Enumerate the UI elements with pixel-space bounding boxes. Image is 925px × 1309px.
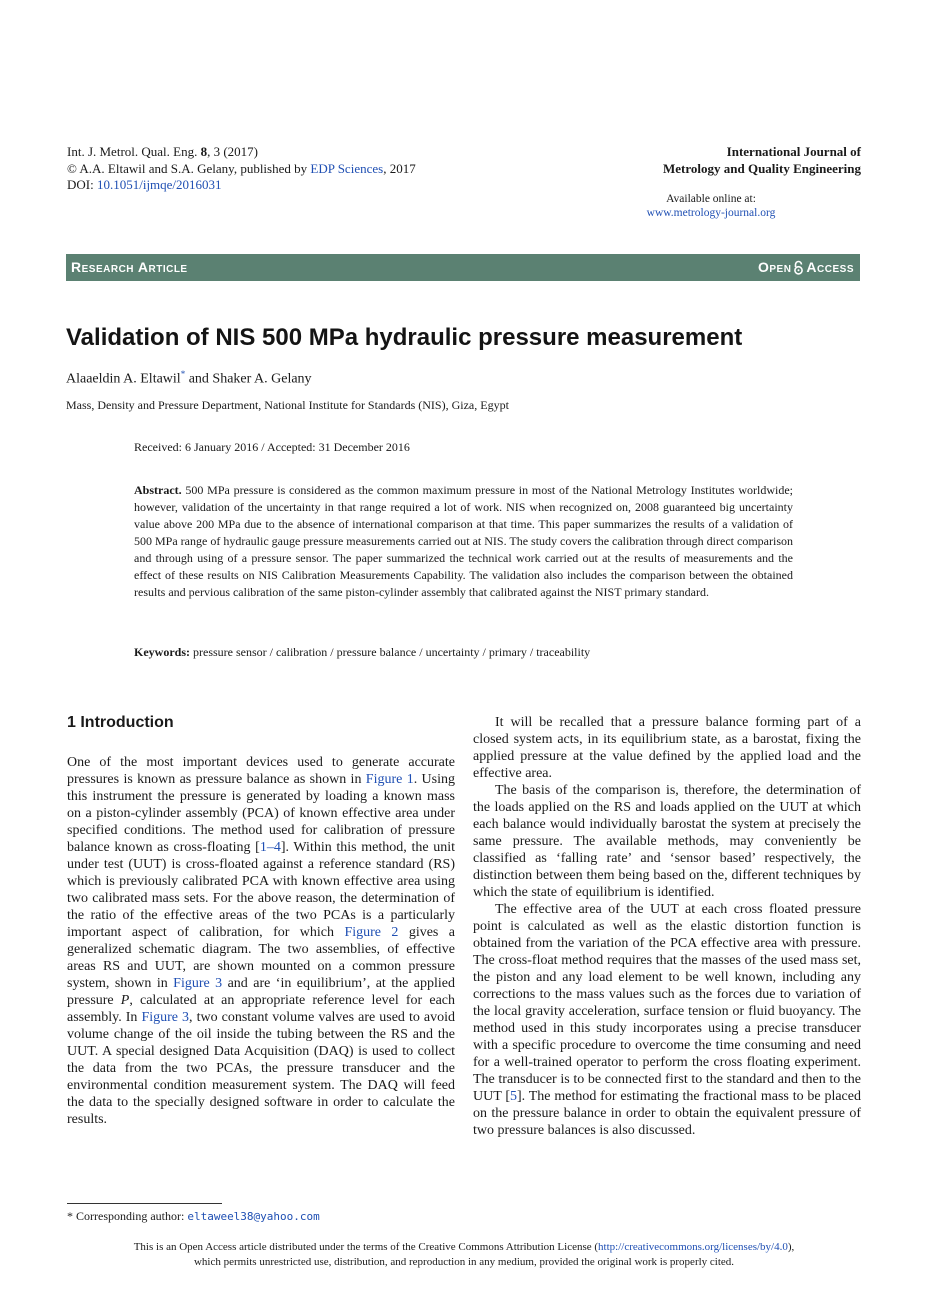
right-column: [473, 714, 861, 1139]
author-list: Alaaeldin A. Eltawil* and Shaker A. Gelany: [66, 369, 312, 387]
journal-name: International Journal of Metrology and Quality Engineering: [662, 144, 861, 176]
footnote: * Corresponding author: eltaweel38@yahoo.com: [67, 1209, 320, 1223]
article-title: Validation of NIS 500 MPa hydraulic pressure measurement: [66, 324, 743, 351]
left-column: [67, 754, 455, 1128]
paragraph: One of the most important devices used to generate accurate pressures is known as pressure balance as shown in Figure 1. Using this instrument the pressure is generated by loading a known mass on a piston-cylinder assembly (PCA) of known effective area under specified conditions. The method used for calibration of pressure balance known as cross-floating [1–4]. Within this method, the unit under test (UUT) is cross-floated against a reference standard (RS) which is previously calibrated PCA with known effective area using two calibrated mass sets. For the above reason, the determination of the ratio of the effective areas of the two PCAs is a particularly important aspect of calibration, for which Figure 2 gives a generalized schematic diagram. The two assemblies, of effective areas RS and UUT, are shown mounted on a common pressure system, shown in Figure 3 and are ‘in equilibrium’, at the applied pressure P, calculated at an appropriate reference level for each assembly. In Figure 3, two constant volume valves are used to avoid volume change of the oil inside the tubing between the RS and the UUT. A special designed Data Acquisition (DAQ) is used to collect the data from the two PCAs, the pressure transducer and the environmental condition measurement system. The DAQ will feed the data to the specially designed software in order to calculate the results.: [67, 755, 455, 1127]
reference-link[interactable]: 5: [510, 1089, 518, 1104]
open-lock-icon: [793, 260, 804, 275]
doi-line: DOI: 10.1051/ijmqe/2016031: [67, 177, 222, 192]
paragraph: The effective area of the UUT at each cross floated pressure point is calculated as well as the elastic distortion function is obtained from the variation of the PCA effective area with pressure. The cross-float method requires that the masses of the used mass set, the piston and any load element to be well known, including any corrections to the mass values such as the forces due to variation of the local gravity acceleration, surface tension or fluid buoyancy. The method used in this study incorporates using a precise transducer with a specific procedure to overcome the time consuming and need for a well-trained operator to perform the cross floating experiment. The transducer is to be connected first to the standard and then to the UUT [5]. The method for estimating the fractional mass to be placed on the pressure balance in order to obtain the equivalent pressure of two pressure balances is also discussed.: [473, 902, 861, 1138]
citation-block: [67, 144, 416, 194]
reference-link[interactable]: 1–4: [259, 840, 281, 855]
corresponding-mark[interactable]: *: [180, 369, 186, 379]
paragraph: It will be recalled that a pressure balance forming part of a closed system acts, in its equilibrium state, as a barostat, fixing the applied pressure at the value defined by the applied load and the effective area.: [473, 715, 861, 781]
figure-3-link[interactable]: Figure 3: [141, 1010, 190, 1025]
doi-link[interactable]: 10.1051/ijmqe/2016031: [96, 177, 222, 192]
availability: Available online at: www.metrology-journal.org: [646, 193, 776, 219]
received-accepted-dates: Received: 6 January 2016 / Accepted: 31 December 2016: [134, 440, 410, 454]
affiliation: Mass, Density and Pressure Department, National Institute for Standards (NIS), Giza, Egypt: [66, 398, 509, 412]
license-notice: This is an Open Access article distributed under the terms of the Creative Commons Attribution License (http://creativecommons.org/licenses/by/4.0), which permits unrestricted use, distribution, and reproduction in any medium, provided the original work is properly cited.: [133, 1241, 795, 1268]
footnote-rule: [67, 1203, 222, 1204]
paragraph: The basis of the comparison is, therefore, the determination of the loads applied on the RS and loads applied on the UUT at which each balance would individually barostat the system at precisely the same pressure. The available methods, may conveniently be classified as ‘falling rate’ and ‘sensor based’ respectively, the distinction between them being based on the, different techniques by which the state of equilibrium is identified.: [473, 783, 861, 900]
license-link[interactable]: http://creativecommons.org/licenses/by/4.0: [598, 1241, 788, 1253]
copyright-line: © A.A. Eltawil and S.A. Gelany, published by EDP Sciences, 2017: [67, 160, 416, 176]
publisher-link[interactable]: EDP Sciences: [310, 160, 384, 176]
author-email-link[interactable]: eltaweel38@yahoo.com: [187, 1210, 320, 1223]
figure-2-link[interactable]: Figure 2: [344, 925, 399, 940]
section-heading-introduction: 1 Introduction: [67, 714, 174, 731]
journal-url-link[interactable]: www.metrology-journal.org: [646, 207, 776, 219]
keywords: Keywords: pressure sensor / calibration / pressure balance / uncertainty / primary / traceability: [134, 645, 591, 659]
article-type-banner: [66, 254, 860, 281]
open-access-label: Open Access: [757, 259, 854, 275]
figure-3-link[interactable]: Figure 3: [173, 976, 223, 991]
abstract: Abstract. 500 MPa pressure is considered as the common maximum pressure in most of the National Metrology Institutes worldwide; however, validation of the uncertainty in that range required a lot of work. NIS when recognized on, 2008 guaranteed big uncertainty value above 200 MPa due to the absence of international comparison at that time. This paper summarizes the results of a validation of 500 MPa range of hydraulic gauge pressure measurements carried out at NIS. The study covers the calibration through direct comparison and through using of a pressure sensor. The paper summarized the technical work carried out at the results of measurements and the effect of these results on NIS Calibration Measurements Capability. The validation also includes the comparison between the obtained results and pervious calibration of the same piston-cylinder assembly that calibrated against the NIST primary standard.: [134, 483, 793, 599]
citation-line: Int. J. Metrol. Qual. Eng. 8, 3 (2017): [67, 144, 259, 159]
figure-1-link[interactable]: Figure 1: [365, 772, 414, 787]
article-type-label: Research Article: [71, 259, 188, 275]
